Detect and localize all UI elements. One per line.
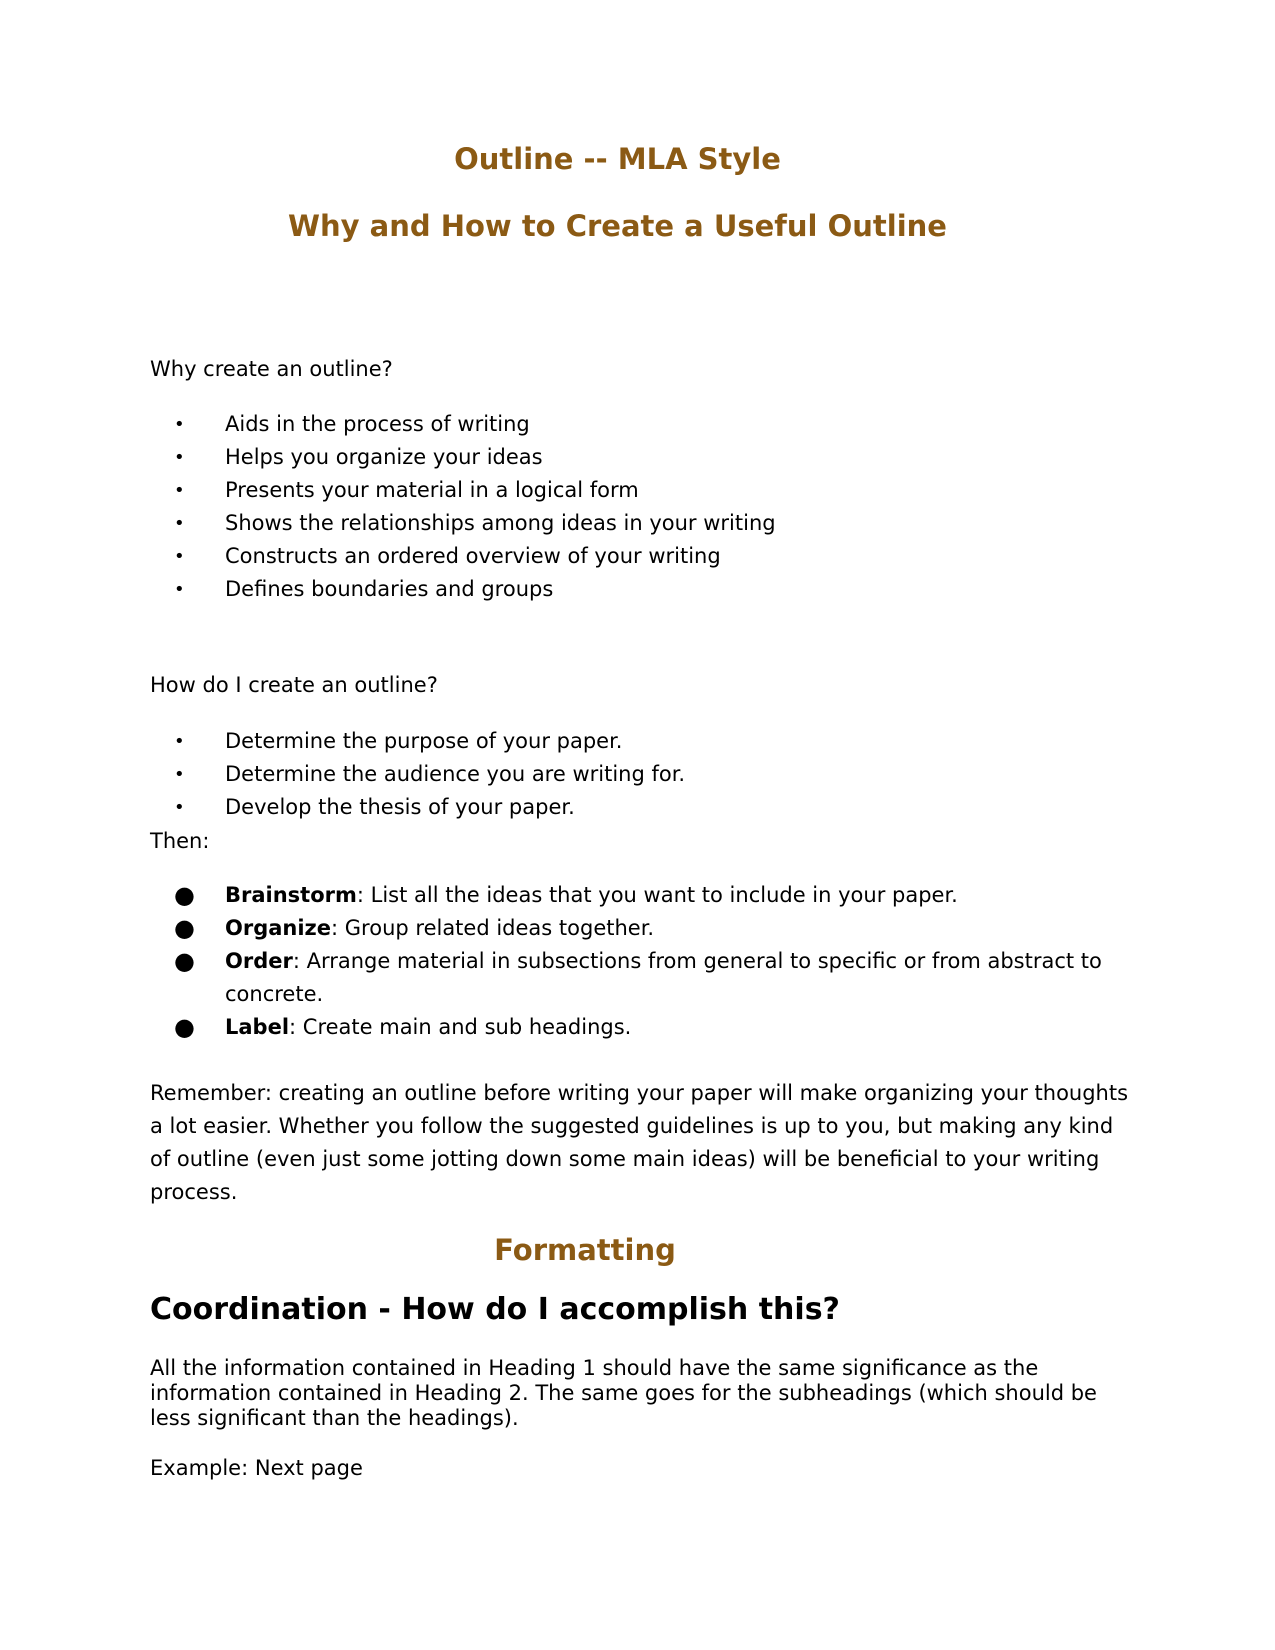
coordination-paragraph: All the information contained in Heading 1 should have the same significance as the information contained in Heading 2. The same goes for the subheadings (which should be less significant than the headings). — [150, 1356, 1097, 1430]
remember-paragraph: Remember: creating an outline before writing your paper will make organizing your thoughts a lot easier. Whether you follow the suggested guidelines is up to you, but making any kind of outline (even just some jotting down some main ideas) will be beneficial to your writing process. — [150, 1081, 1129, 1204]
bullet-icon: ● — [174, 947, 195, 975]
list-item: • Determine the purpose of your paper. — [150, 725, 685, 758]
document-title: Outline -- MLA Style — [454, 142, 781, 176]
bullet-icon: • — [174, 513, 185, 534]
then-label: Then: — [150, 829, 210, 853]
bullet-icon: • — [174, 731, 185, 752]
example-note: Example: Next page — [150, 1456, 363, 1480]
list-item: • Presents your material in a logical form — [150, 474, 776, 507]
coordination-heading: Coordination - How do I accomplish this? — [150, 1292, 840, 1327]
how-list — [150, 725, 685, 824]
bullet-icon: ● — [174, 1013, 195, 1041]
list-item: ● Organize: Group related ideas together. — [150, 912, 1145, 945]
list-item: • Shows the relationships among ideas in your writing — [150, 507, 776, 540]
why-question: Why create an outline? — [150, 357, 393, 381]
bullet-icon: ● — [174, 914, 195, 942]
how-question: How do I create an outline? — [150, 673, 438, 697]
list-item: • Aids in the process of writing — [150, 408, 776, 441]
bullet-icon: • — [174, 579, 185, 600]
list-item: • Develop the thesis of your paper. — [150, 791, 685, 824]
bullet-icon: • — [174, 797, 185, 818]
bullet-icon: • — [174, 414, 185, 435]
list-item: ● Label: Create main and sub headings. — [150, 1011, 1145, 1044]
list-item: • Helps you organize your ideas — [150, 441, 776, 474]
document-subtitle: Why and How to Create a Useful Outline — [288, 209, 947, 243]
list-item: • Determine the audience you are writing for. — [150, 758, 685, 791]
steps-list — [150, 879, 1145, 1044]
bullet-icon: • — [174, 546, 185, 567]
bullet-icon: ● — [174, 881, 195, 909]
list-item: ● Brainstorm: List all the ideas that you want to include in your paper. — [150, 879, 1145, 912]
list-item: • Constructs an ordered overview of your writing — [150, 540, 776, 573]
formatting-heading: Formatting — [494, 1233, 676, 1267]
bullet-icon: • — [174, 480, 185, 501]
list-item: • Defines boundaries and groups — [150, 573, 776, 606]
list-item: ● Order: Arrange material in subsections from general to specific or from abstract to concrete. — [174, 947, 1102, 1006]
why-list — [150, 408, 776, 606]
bullet-icon: • — [174, 764, 185, 785]
bullet-icon: • — [174, 447, 185, 468]
